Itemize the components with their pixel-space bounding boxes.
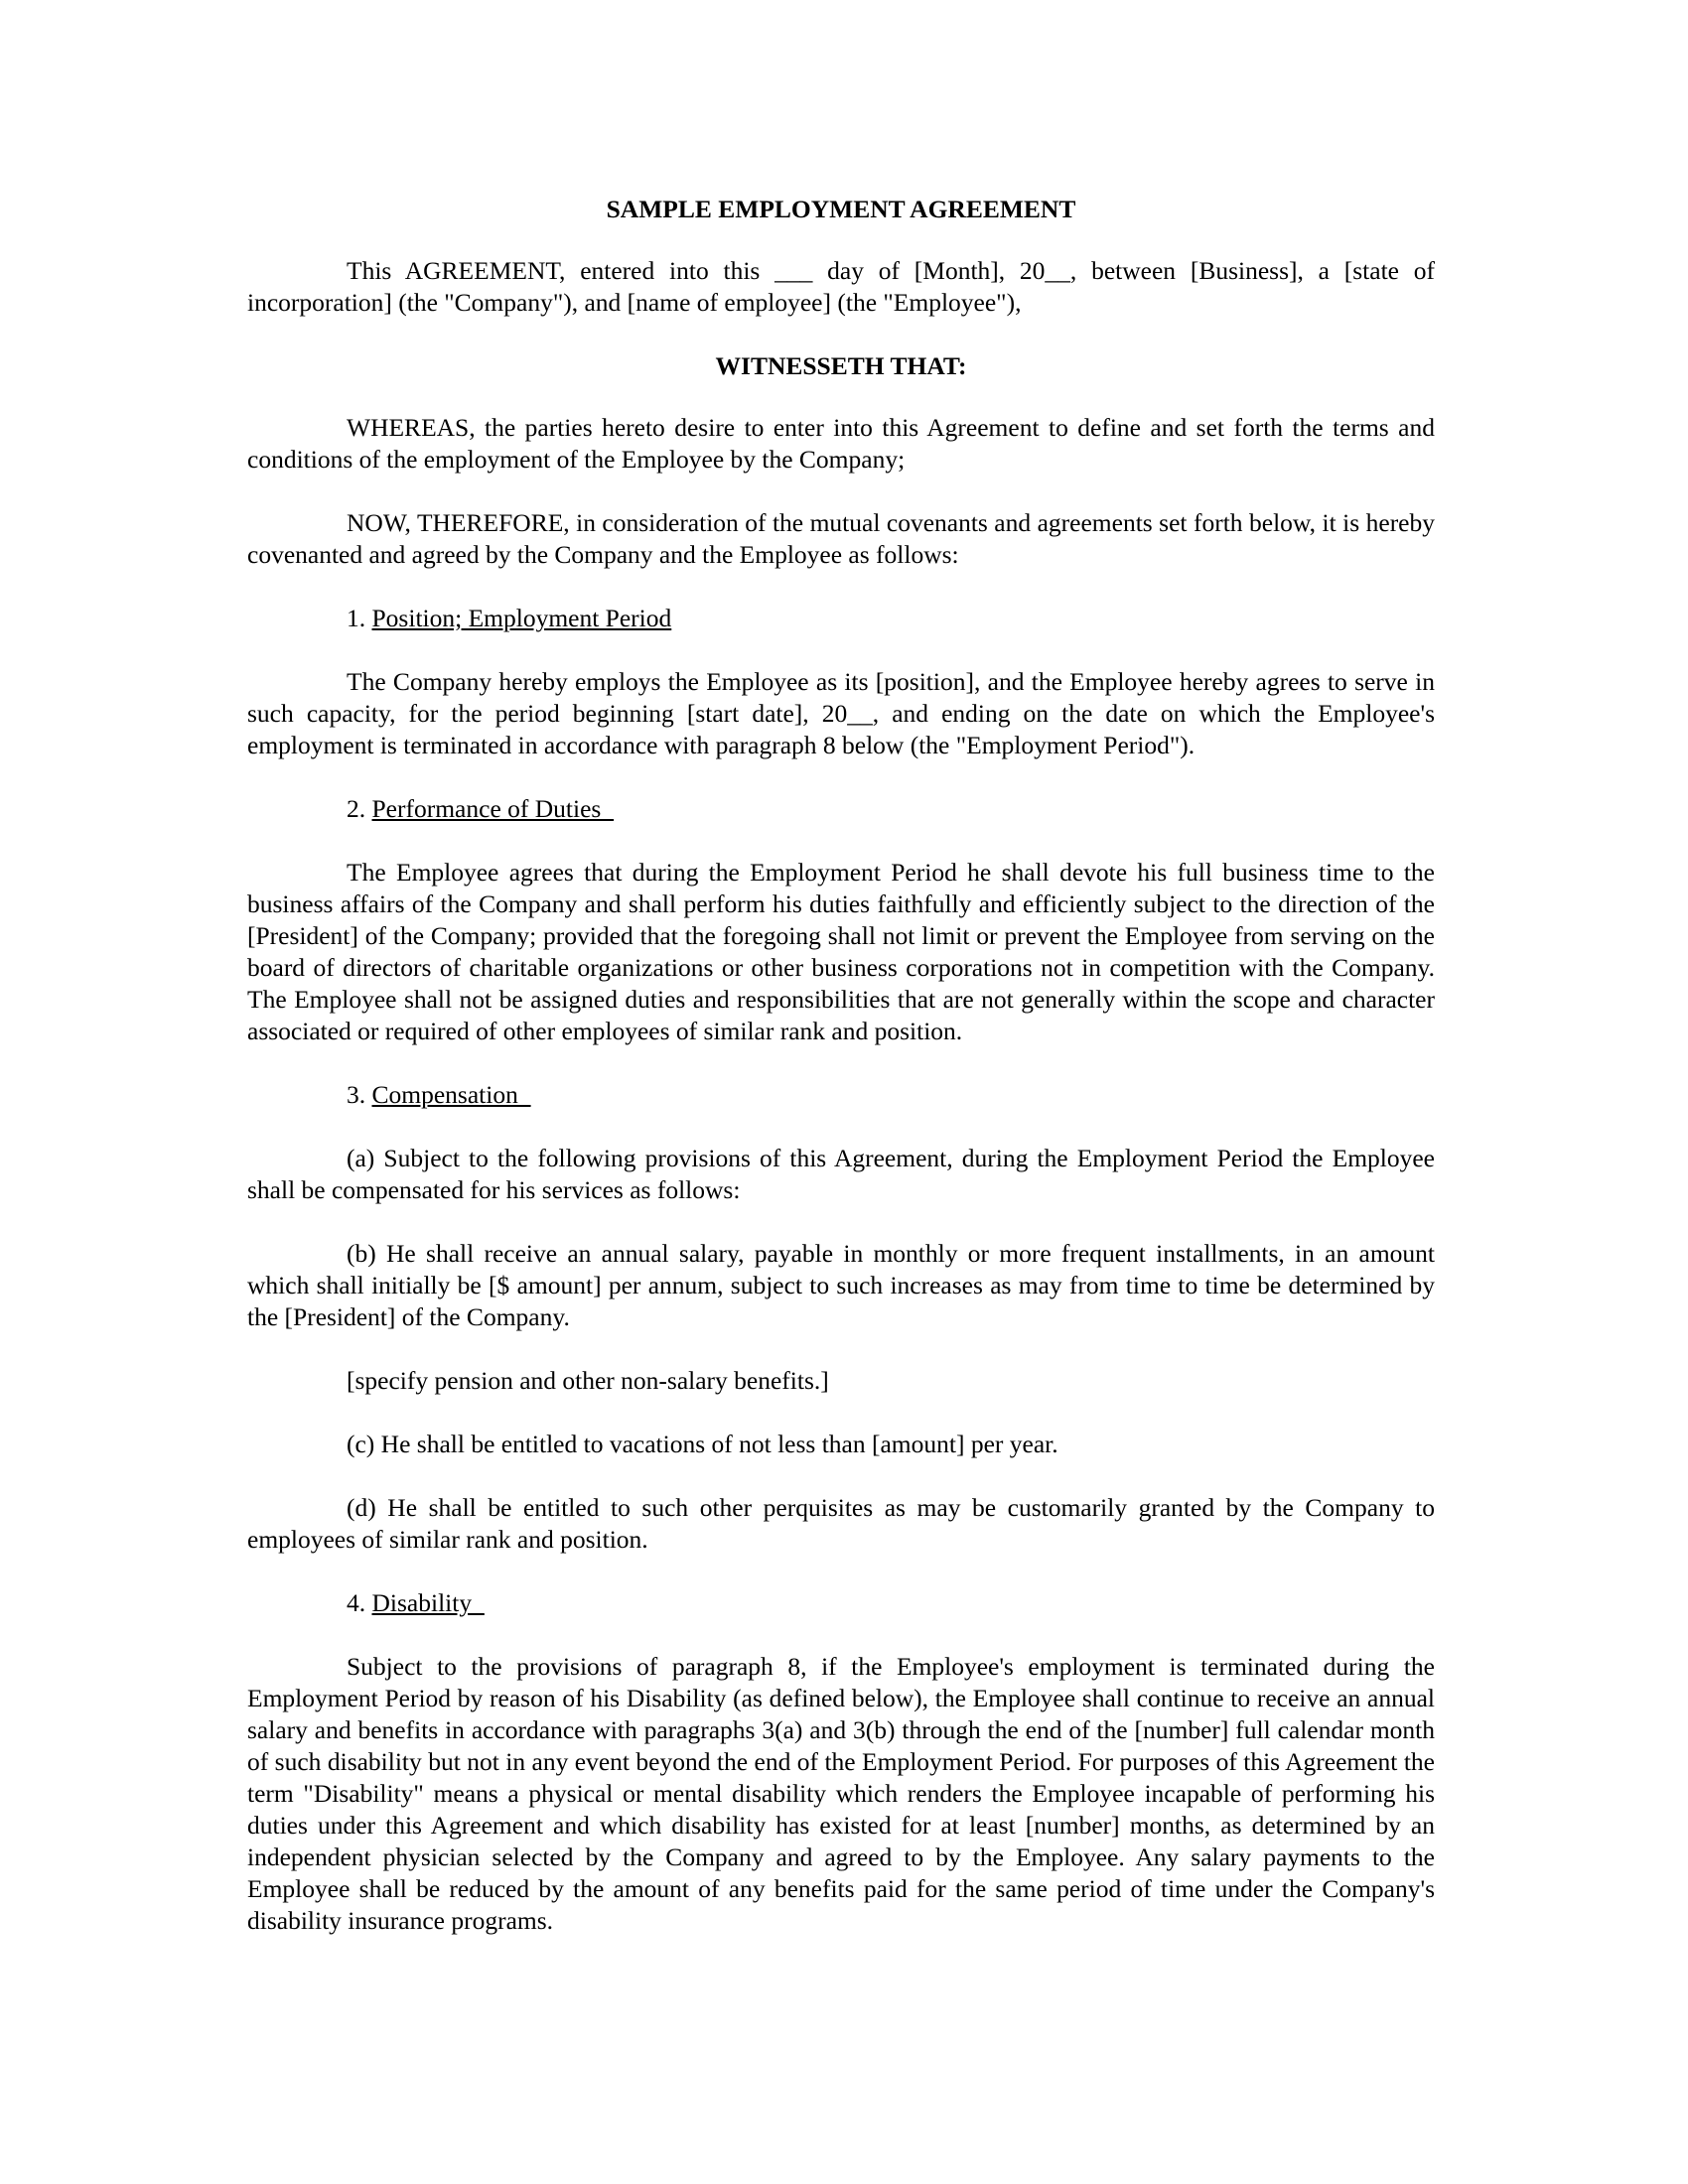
section-heading-position xyxy=(247,603,1435,634)
section-title: Compensation xyxy=(371,1080,531,1109)
section-paragraph: The Employee agrees that during the Employment Period he shall devote his full business time to the business affairs of the Company and shall perform his duties faithfully and efficiently subject to the direction of the [President] of the Company; provided that the foregoing shall not limit or prevent the Employee from serving on the board of directors of charitable organizations or other business corporations not in competition with the Company. The Employee shall not be assigned duties and responsibilities that are not generally within the scope and character associated or required of other employees of similar rank and position. xyxy=(247,858,1435,1045)
section-number: 3. xyxy=(347,1080,372,1109)
section-title: Disability xyxy=(371,1588,485,1617)
section-paragraph: The Company hereby employs the Employee as its [position], and the Employee hereby agrees to serve in such capacity, for the period beginning [start date], 20__, and ending on the date on which the Employee's employment is terminated in accordance with paragraph 8 below (the "Employment Period"). xyxy=(247,667,1435,759)
section-paragraph: (b) He shall receive an annual salary, payable in monthly or more frequent installments, in an amount which shall initially be [$ amount] per annum, subject to such increases as may from time to time be determined by the [President] of the Company. xyxy=(247,1239,1435,1331)
section-paragraph: (a) Subject to the following provisions of this Agreement, during the Employment Period the Employee shall be compensated for his services as follows: xyxy=(247,1144,1435,1204)
now-therefore-paragraph: NOW, THEREFORE, in consideration of the mutual covenants and agreements set forth below, it is hereby covenanted and agreed by the Company and the Employee as follows: xyxy=(247,508,1435,569)
section-title: Performance of Duties xyxy=(371,794,615,823)
witnesseth-heading: WITNESSETH THAT: xyxy=(715,351,967,380)
document-page xyxy=(247,194,1435,1969)
section-paragraph: (d) He shall be entitled to such other perquisites as may be customarily granted by the Company to employees of similar rank and position. xyxy=(247,1493,1435,1554)
section-number: 4. xyxy=(347,1588,372,1617)
section-paragraph: (c) He shall be entitled to vacations of not less than [amount] per year. xyxy=(347,1430,1058,1458)
section-heading-performance xyxy=(247,793,1435,825)
whereas-paragraph: WHEREAS, the parties hereto desire to enter into this Agreement to define and set forth the terms and conditions of the employment of the Employee by the Company; xyxy=(247,413,1435,474)
intro-paragraph: This AGREEMENT, entered into this ___ day of [Month], 20__, between [Business], a [state of incorporation] (the "Company"), and [name of employee] (the "Employee"), xyxy=(247,256,1435,317)
section-paragraph: Subject to the provisions of paragraph 8, if the Employee's employment is terminated during the Employment Period by reason of his Disability (as defined below), the Employee shall continue to receive an annual salary and benefits in accordance with paragraphs 3(a) and 3(b) through the end of the [number] full calendar month of such disability but not in any event beyond the end of the Employment Period. For purposes of this Agreement the term "Disability" means a physical or mental disability which renders the Employee incapable of performing his duties under this Agreement and which disability has existed for at least [number] months, as determined by an independent physician selected by the Company and agreed to by the Employee. Any salary payments to the Employee shall be reduced by the amount of any benefits paid for the same period of time under the Company's disability insurance programs. xyxy=(247,1652,1435,1935)
section-number: 1. xyxy=(347,604,372,632)
section-title: Position; Employment Period xyxy=(371,604,672,632)
section-number: 2. xyxy=(347,794,372,823)
section-paragraph: [specify pension and other non-salary benefits.] xyxy=(347,1366,829,1395)
section-heading-compensation xyxy=(247,1079,1435,1111)
section-heading-disability xyxy=(247,1587,1435,1619)
document-title: SAMPLE EMPLOYMENT AGREEMENT xyxy=(606,195,1076,223)
